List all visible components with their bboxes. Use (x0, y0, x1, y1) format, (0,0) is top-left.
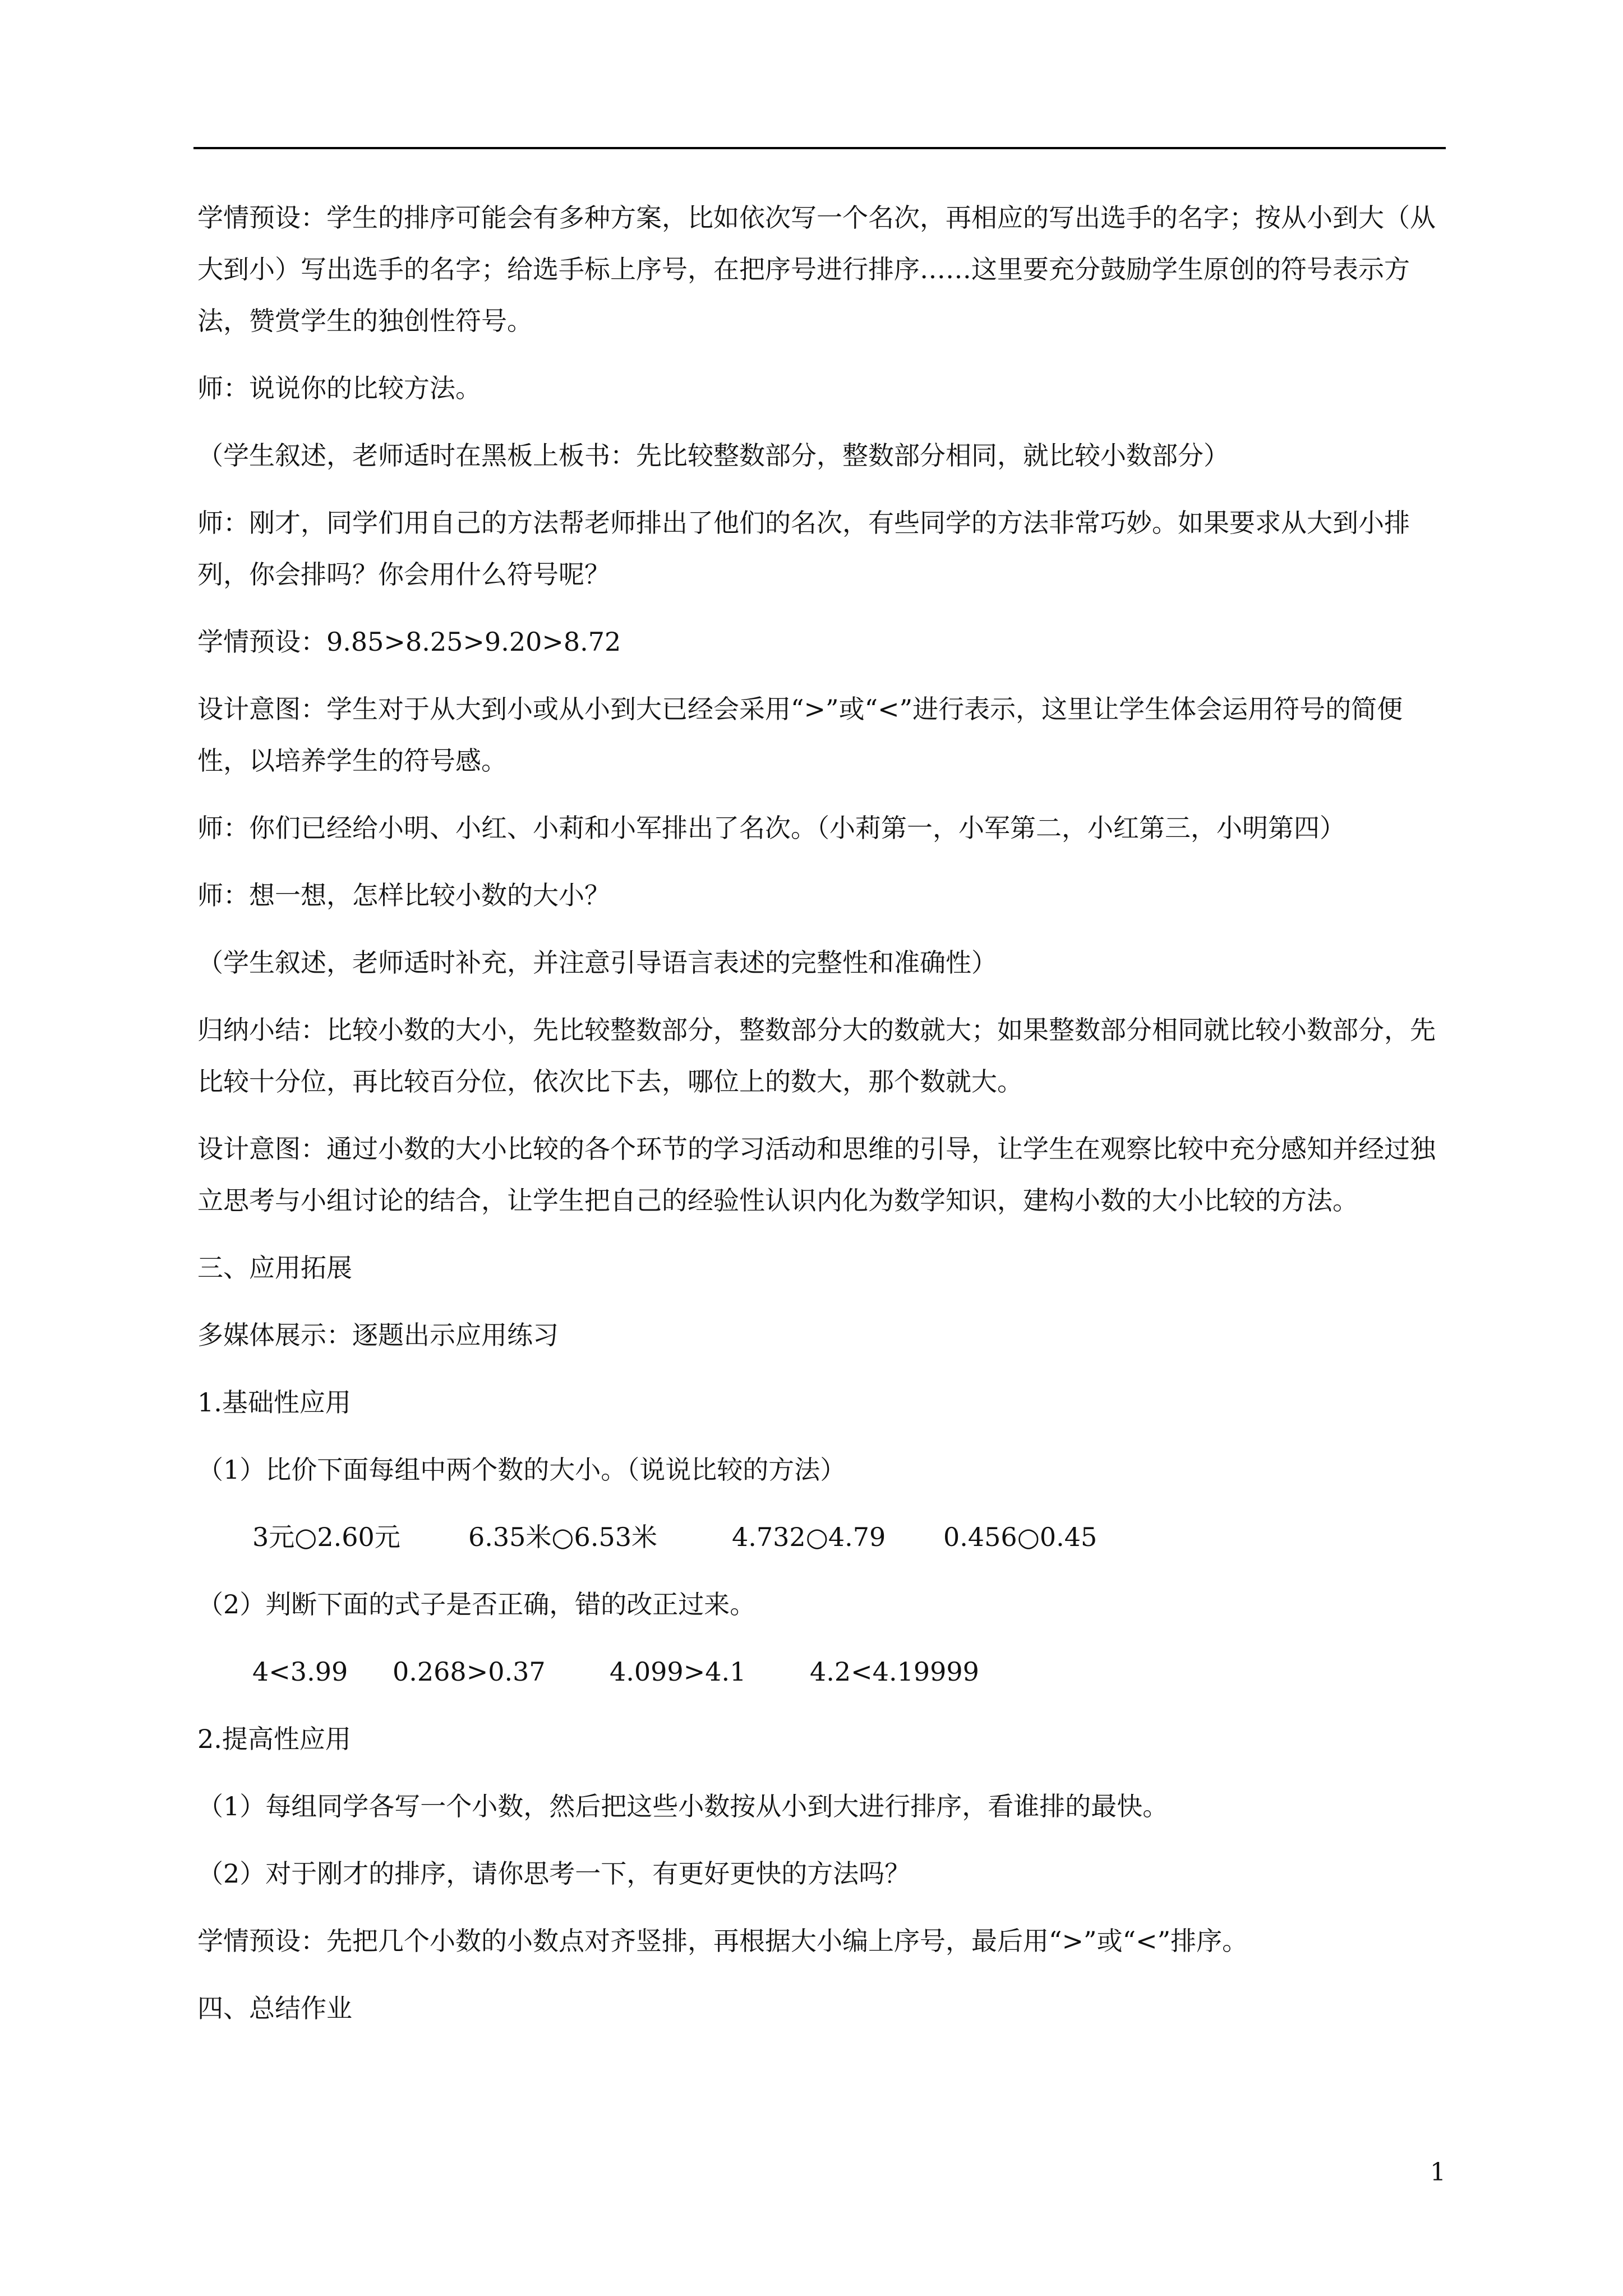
section-heading-summary-homework: 四、总结作业 (197, 1993, 352, 2023)
document-body (197, 199, 1446, 2057)
exercise-compare-instruction: （1）比价下面每组中两个数的大小。（说说比较的方法） (197, 1455, 846, 1485)
subheading-advanced-application: 2.提高性应用 (197, 1724, 351, 1754)
section-heading-application: 三、应用拓展 (197, 1253, 352, 1283)
paragraph-teacher-ask-method: 师：说说你的比较方法。 (197, 373, 481, 403)
page-number: 1 (1430, 2158, 1446, 2187)
paragraph-multimedia: 多媒体展示：逐题出示应用练习 (197, 1320, 559, 1350)
header-rule (193, 147, 1446, 149)
judge-item: 0.268>0.37 (393, 1657, 546, 1687)
compare-exercise-row (197, 1519, 1446, 1556)
compare-item: 6.35米○6.53米 (468, 1522, 657, 1552)
judge-exercise-row (197, 1653, 1446, 1690)
paragraph-student-narration: （学生叙述，老师适时补充，并注意引导语言表述的完整性和准确性） (197, 947, 997, 978)
paragraph-sort-prediction: 学情预设：先把几个小数的小数点对齐竖排，再根据大小编上序号，最后用“>”或“<”排序。 (197, 1926, 1248, 1956)
compare-item: 0.456○0.45 (943, 1522, 1098, 1552)
paragraph-design-intent-summary: 设计意图：通过小数的大小比较的各个环节的学习活动和思维的引导，让学生在观察比较中充分感知并经过独立思考与小组讨论的结合，让学生把自己的经验性认识内化为数学知识，建构小数的大小比较的方法。 (197, 1134, 1436, 1216)
paragraph-teacher-think: 师：想一想，怎样比较小数的大小？ (197, 880, 610, 910)
exercise-better-method: （2）对于刚才的排序，请你思考一下，有更好更快的方法吗？ (197, 1858, 911, 1889)
paragraph-ranking-result: 师：你们已经给小明、小红、小莉和小军排出了名次。（小莉第一，小军第二，小红第三，小明第四） (197, 813, 1345, 843)
exercise-sort-task: （1）每组同学各写一个小数，然后把这些小数按从小到大进行排序，看谁排的最快。 (197, 1791, 1169, 1821)
subheading-basic-application: 1.基础性应用 (197, 1387, 351, 1418)
paragraph-blackboard-note: （学生叙述，老师适时在黑板上板书：先比较整数部分，整数部分相同，就比较小数部分） (197, 440, 1229, 471)
judge-item: 4<3.99 (252, 1657, 348, 1687)
exercise-judge-instruction: （2）判断下面的式子是否正确，错的改正过来。 (197, 1589, 756, 1619)
compare-item: 4.732○4.79 (732, 1522, 886, 1552)
judge-item: 4.2<4.19999 (810, 1657, 979, 1687)
compare-item: 3元○2.60元 (252, 1522, 400, 1552)
paragraph-design-intent-symbols: 设计意图：学生对于从大到小或从小到大已经会采用“>”或“<”进行表示，这里让学生体会运用符号的简便性，以培养学生的符号感。 (197, 694, 1403, 776)
paragraph-student-prediction: 学情预设：学生的排序可能会有多种方案，比如依次写一个名次，再相应的写出选手的名字；按从小到大（从大到小）写出选手的名字；给选手标上序号，在把序号进行排序……这里要充分鼓励学生原创的符号表示方法，赞赏学生的独创性符号。 (197, 203, 1436, 336)
paragraph-ranking-prediction: 学情预设：9.85>8.25>9.20>8.72 (197, 627, 621, 657)
paragraph-summary: 归纳小结：比较小数的大小，先比较整数部分，整数部分大的数就大；如果整数部分相同就比较小数部分，先比较十分位，再比较百分位，依次比下去，哪位上的数大，那个数就大。 (197, 1015, 1436, 1097)
judge-item: 4.099>4.1 (610, 1657, 746, 1687)
paragraph-teacher-ranking: 师：刚才，同学们用自己的方法帮老师排出了他们的名次，有些同学的方法非常巧妙。如果要求从大到小排列，你会排吗？你会用什么符号呢？ (197, 508, 1410, 590)
